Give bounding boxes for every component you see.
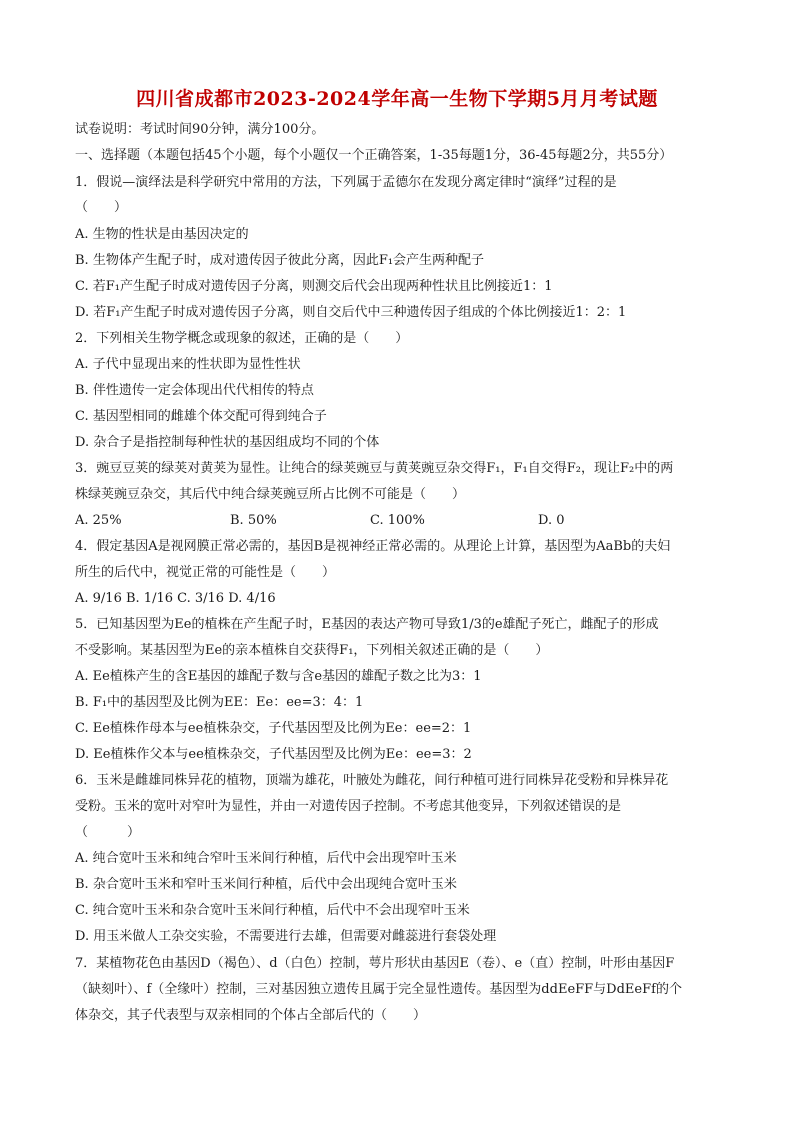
- question-6-stem-line-2: 受粉。玉米的宽叶对窄叶为显性，并由一对遗传因子控制。不考虑其他变异，下列叙述错误的是: [75, 799, 622, 814]
- question-3-option-d: D. 0: [538, 513, 565, 528]
- question-1-blank: （ ）: [75, 200, 128, 215]
- question-7-stem-line-2: （缺刻叶）、f（全缘叶）控制，三对基因独立遗传且属于完全显性遗传。基因型为ddEeFF与DdEeFf的个: [75, 982, 682, 997]
- question-5-option-c: C. Ee植株作母本与ee植株杂交，子代基因型及比例为Ee：ee=2：1: [75, 721, 472, 736]
- question-3-option-a: A. 25%: [75, 513, 122, 528]
- page-title: 四川省成都市2023-2024学年高一生物下学期5月月考试题: [136, 88, 658, 110]
- question-1-option-c: C. 若F₁产生配子时成对遗传因子分离，则测交后代会出现两种性状且比例接近1：1: [75, 279, 553, 294]
- question-6-option-a: A. 纯合宽叶玉米和纯合窄叶玉米间行种植，后代中会出现窄叶玉米: [75, 851, 457, 866]
- question-2-option-c: C. 基因型相同的雌雄个体交配可得到纯合子: [75, 409, 327, 424]
- question-6-option-c: C. 纯合宽叶玉米和杂合宽叶玉米间行种植，后代中不会出现窄叶玉米: [75, 903, 470, 918]
- question-2-option-d: D. 杂合子是指控制每种性状的基因组成均不同的个体: [75, 435, 380, 450]
- question-7-stem-line-1: 7．某植物花色由基因D（褐色）、d（白色）控制，萼片形状由基因E（卷）、e（直）控制，叶形由基因F: [75, 956, 675, 971]
- question-2-option-b: B. 伴性遗传一定会体现出代代相传的特点: [75, 383, 314, 398]
- question-1-option-d: D. 若F₁产生配子时成对遗传因子分离，则自交后代中三种遗传因子组成的个体比例接近1：2：1: [75, 305, 627, 320]
- question-6-blank: （ ）: [75, 825, 141, 840]
- question-5-option-a: A. Ee植株产生的含E基因的雄配子数与含e基因的雄配子数之比为3：1: [75, 669, 482, 684]
- question-6-option-d: D. 用玉米做人工杂交实验，不需要进行去雄，但需要对雌蕊进行套袋处理: [75, 929, 497, 944]
- question-1-option-b: B. 生物体产生配子时，成对遗传因子彼此分离，因此F₁会产生两种配子: [75, 253, 485, 268]
- question-5-option-d: D. Ee植株作父本与ee植株杂交，子代基因型及比例为Ee：ee=3：2: [75, 747, 472, 762]
- question-3-stem-line-1: 3．豌豆豆荚的绿荚对黄荚为显性。让纯合的绿荚豌豆与黄荚豌豆杂交得F₁，F₁自交得F₂，现让F₂中的两: [75, 461, 674, 476]
- exam-instructions: 试卷说明：考试时间90分钟，满分100分。: [75, 122, 325, 137]
- question-4-options: A. 9/16 B. 1/16 C. 3/16 D. 4/16: [75, 591, 276, 606]
- question-3-option-b: B. 50%: [230, 513, 277, 528]
- question-7-stem-line-3: 体杂交，其子代表型与双亲相同的个体占全部后代的（ ）: [75, 1008, 427, 1023]
- question-1-option-a: A. 生物的性状是由基因决定的: [75, 227, 249, 242]
- question-3-option-c: C. 100%: [370, 513, 425, 528]
- question-1-stem: 1．假说—演绎法是科学研究中常用的方法，下列属于孟德尔在发现分离定律时“演绎”过程的是: [75, 175, 617, 190]
- section-heading: 一、选择题（本题包括45个小题，每个小题仅一个正确答案，1-35每题1分，36-45每题2分，共55分）: [75, 148, 673, 163]
- question-5-stem-line-1: 5．已知基因型为Ee的植株在产生配子时，E基因的表达产物可导致1/3的e雄配子死亡，雌配子的形成: [75, 617, 659, 632]
- question-6-stem-line-1: 6．玉米是雌雄同株异花的植物，顶端为雄花，叶腋处为雌花，间行种植可进行同株异花受粉和异株异花: [75, 773, 669, 788]
- question-4-stem-line-1: 4．假定基因A是视网膜正常必需的，基因B是视神经正常必需的。从理论上计算，基因型为AaBb的夫妇: [75, 539, 671, 554]
- question-3-options: [75, 512, 565, 530]
- question-4-stem-line-2: 所生的后代中，视觉正常的可能性是（ ）: [75, 565, 336, 580]
- question-6-option-b: B. 杂合宽叶玉米和窄叶玉米间行种植，后代中会出现纯合宽叶玉米: [75, 877, 457, 892]
- question-2-stem: 2．下列相关生物学概念或现象的叙述，正确的是（ ）: [75, 331, 409, 346]
- question-5-stem-line-2: 不受影响。某基因型为Ee的亲本植株自交获得F₁，下列相关叙述正确的是（ ）: [75, 643, 549, 658]
- question-5-option-b: B. F₁中的基因型及比例为EE：Ee：ee=3：4：1: [75, 695, 364, 710]
- question-2-option-a: A. 子代中显现出来的性状即为显性性状: [75, 357, 301, 372]
- question-3-stem-line-2: 株绿荚豌豆杂交，其后代中纯合绿荚豌豆所占比例不可能是（ ）: [75, 487, 466, 502]
